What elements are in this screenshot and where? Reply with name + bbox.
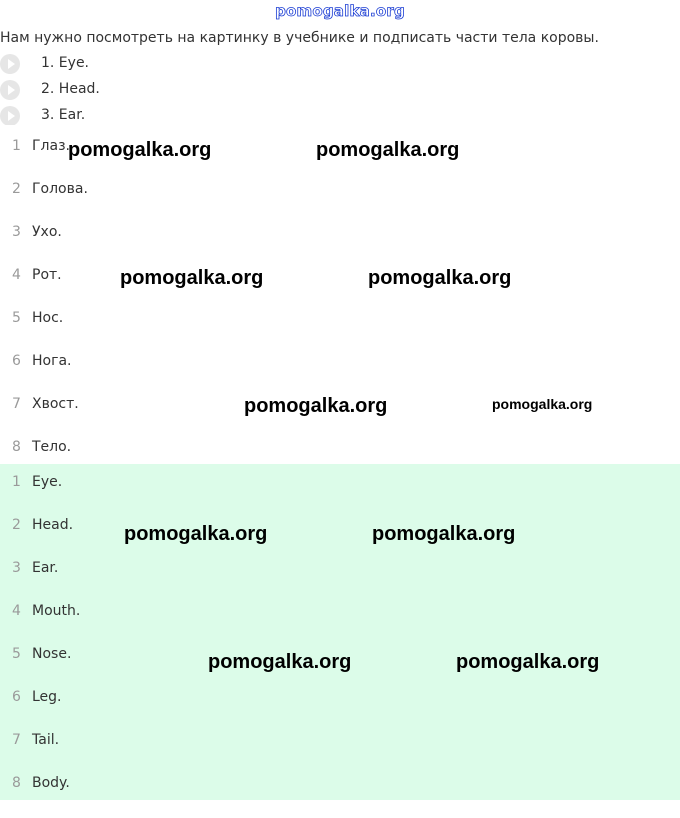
watermark: pomogalka.org: [368, 267, 512, 289]
text-line: [0, 267, 680, 310]
play-icon[interactable]: [0, 80, 20, 100]
watermark: pomogalka.org: [68, 139, 212, 161]
text-line: [0, 310, 680, 353]
line-text: Глаз.: [32, 138, 70, 154]
line-number: 8: [12, 775, 21, 791]
line-number: 8: [12, 439, 21, 455]
text-line: [0, 560, 680, 603]
line-text: Ear.: [32, 560, 59, 576]
line-text: Нога.: [32, 353, 72, 369]
line-number: 1: [12, 474, 21, 490]
text-line: [0, 775, 680, 818]
line-text: Хвост.: [32, 396, 79, 412]
line-text: Ухо.: [32, 224, 62, 240]
watermark: pomogalka.org: [456, 651, 600, 673]
line-number: 3: [12, 224, 21, 240]
line-number: 1: [12, 138, 21, 154]
line-text: Голова.: [32, 181, 88, 197]
watermark: pomogalka.org: [244, 395, 388, 417]
watermark: pomogalka.org: [120, 267, 264, 289]
line-number: 3: [12, 560, 21, 576]
line-text: Body.: [32, 775, 70, 791]
line-text: Mouth.: [32, 603, 81, 619]
watermark: pomogalka.org: [124, 523, 268, 545]
watermark: pomogalka.org: [372, 523, 516, 545]
line-number: 2: [12, 517, 21, 533]
play-icon[interactable]: [0, 54, 20, 74]
task-instruction: Нам нужно посмотреть на картинку в учебнике и подписать части тела коровы.: [0, 30, 599, 46]
line-text: Head.: [32, 517, 74, 533]
line-number: 4: [12, 603, 21, 619]
site-logo: pomogalka.org: [275, 2, 405, 20]
line-text: Tail.: [32, 732, 60, 748]
audio-item-label: 2. Head.: [41, 81, 100, 97]
audio-item-label: 3. Ear.: [41, 107, 86, 123]
text-line: [0, 224, 680, 267]
text-line: [0, 732, 680, 775]
text-line: [0, 474, 680, 517]
watermark: pomogalka.org: [316, 139, 460, 161]
line-number: 2: [12, 181, 21, 197]
play-icon[interactable]: [0, 106, 20, 126]
line-number: 6: [12, 353, 21, 369]
line-number: 7: [12, 732, 21, 748]
text-line: [0, 689, 680, 732]
line-number: 5: [12, 310, 21, 326]
audio-item-label: 1. Eye.: [41, 55, 90, 71]
audio-item[interactable]: [0, 80, 300, 102]
text-line: [0, 517, 680, 560]
audio-item[interactable]: [0, 54, 300, 76]
line-number: 6: [12, 689, 21, 705]
text-line: [0, 181, 680, 224]
line-number: 4: [12, 267, 21, 283]
line-text: Тело.: [32, 439, 72, 455]
line-text: Nose.: [32, 646, 72, 662]
line-number: 5: [12, 646, 21, 662]
line-text: Leg.: [32, 689, 62, 705]
line-text: Рот.: [32, 267, 62, 283]
text-line: [0, 353, 680, 396]
text-line: [0, 603, 680, 646]
line-text: Eye.: [32, 474, 63, 490]
watermark: pomogalka.org: [208, 651, 352, 673]
line-text: Нос.: [32, 310, 64, 326]
answer-section: [0, 464, 680, 800]
watermark: pomogalka.org: [492, 396, 593, 412]
line-number: 7: [12, 396, 21, 412]
